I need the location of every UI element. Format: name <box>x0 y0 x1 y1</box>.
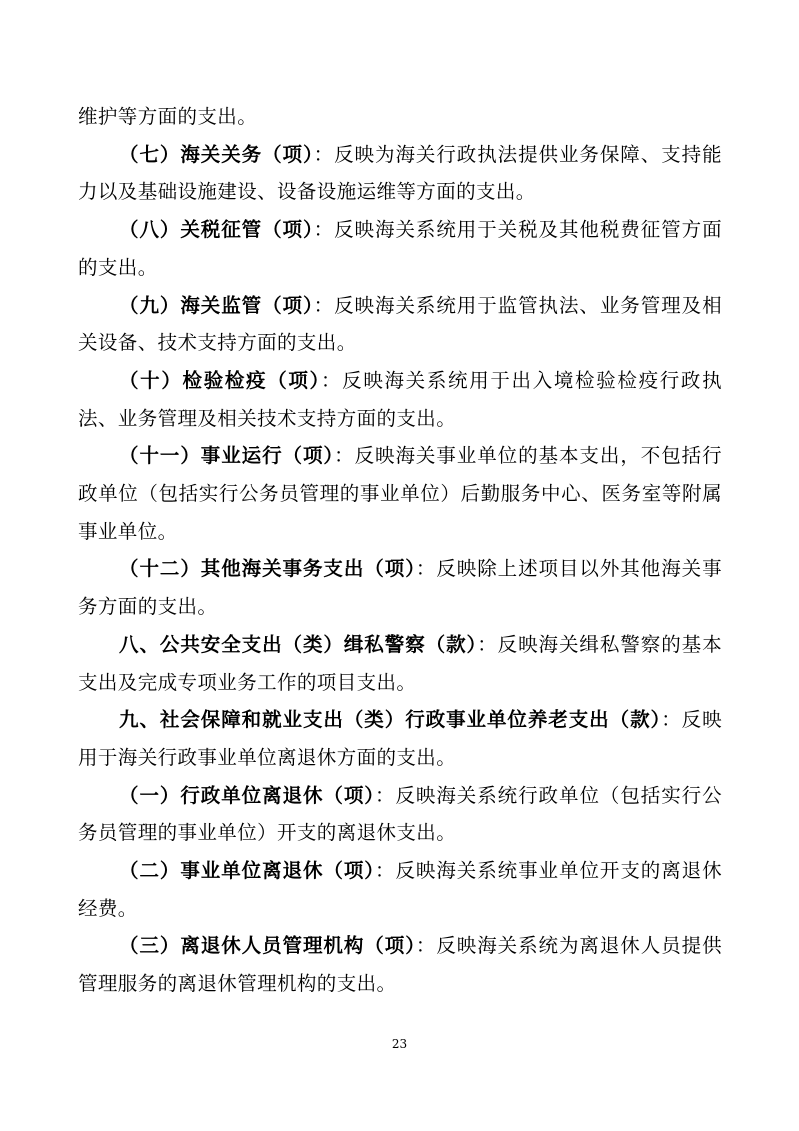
paragraph-text: ：反映为海关行政执法提供业务保障、支持能力以及基础设施建设、设备设施运维等方面的支出。 <box>78 142 722 204</box>
paragraph-text: ：反映海关系统事业单位开支的离退休经费。 <box>78 859 722 920</box>
paragraph-heading: （十一）事业运行（项） <box>119 444 335 468</box>
paragraph-heading: （一）行政单位离退休（项） <box>119 783 376 807</box>
paragraph-text: 维护等方面的支出。 <box>78 105 258 128</box>
paragraph-customs-supervision <box>78 287 722 362</box>
paragraph-customs-affairs <box>78 136 722 211</box>
paragraph-retiree-management <box>78 927 722 1002</box>
page-number: 23 <box>391 1037 408 1051</box>
paragraph-text: ：反映用于海关行政事业单位离退休方面的支出。 <box>78 708 722 769</box>
paragraph-admin-retirement <box>78 777 722 852</box>
paragraph-institution-retirement <box>78 852 722 927</box>
paragraph-heading: （八）关税征管（项） <box>119 218 314 242</box>
body-text <box>78 98 722 1003</box>
paragraph-text: ：反映海关系统为离退休人员提供管理服务的离退休管理机构的支出。 <box>78 934 722 996</box>
paragraph-heading: （三）离退休人员管理机构（项） <box>119 934 416 958</box>
paragraph-other-customs-expenditure <box>78 550 722 625</box>
paragraph-heading: 九、社会保障和就业支出（类）行政事业单位养老支出（款） <box>119 708 662 732</box>
paragraph-institution-operation <box>78 437 722 550</box>
paragraph-heading: （七）海关关务（项） <box>119 142 314 166</box>
paragraph-heading: （十）检验检疫（项） <box>119 368 321 392</box>
paragraph-anti-smuggling-police <box>78 626 722 701</box>
paragraph-tariff-collection <box>78 211 722 286</box>
paragraph-text: ：反映海关系统用于关税及其他税费征管方面的支出。 <box>78 218 722 279</box>
paragraph-heading: （九）海关监管（项） <box>119 293 314 317</box>
paragraph-social-security <box>78 701 722 776</box>
paragraph-heading: （十二）其他海关事务支出（项） <box>119 557 416 581</box>
paragraph-heading: 八、公共安全支出（类）缉私警察（款） <box>119 632 478 656</box>
paragraph-inspection-quarantine <box>78 362 722 437</box>
paragraph-text: ：反映海关事业单位的基本支出，不包括行政单位（包括实行公务员管理的事业单位）后勤服务中心、医务室等附属事业单位。 <box>78 444 722 543</box>
paragraph-text: ：反映海关系统用于监管执法、业务管理及相关设备、技术支持方面的支出。 <box>78 293 722 355</box>
paragraph-heading: （二）事业单位离退休（项） <box>119 859 376 883</box>
paragraph-text: ：反映海关系统用于出入境检验检疫行政执法、业务管理及相关技术支持方面的支出。 <box>78 368 722 430</box>
paragraph-continuation <box>78 98 722 136</box>
paragraph-text: ：反映除上述项目以外其他海关事务方面的支出。 <box>78 557 722 619</box>
paragraph-text: ：反映海关缉私警察的基本支出及完成专项业务工作的项目支出。 <box>78 632 722 694</box>
paragraph-text: ：反映海关系统行政单位（包括实行公务员管理的事业单位）开支的离退休支出。 <box>78 783 722 845</box>
